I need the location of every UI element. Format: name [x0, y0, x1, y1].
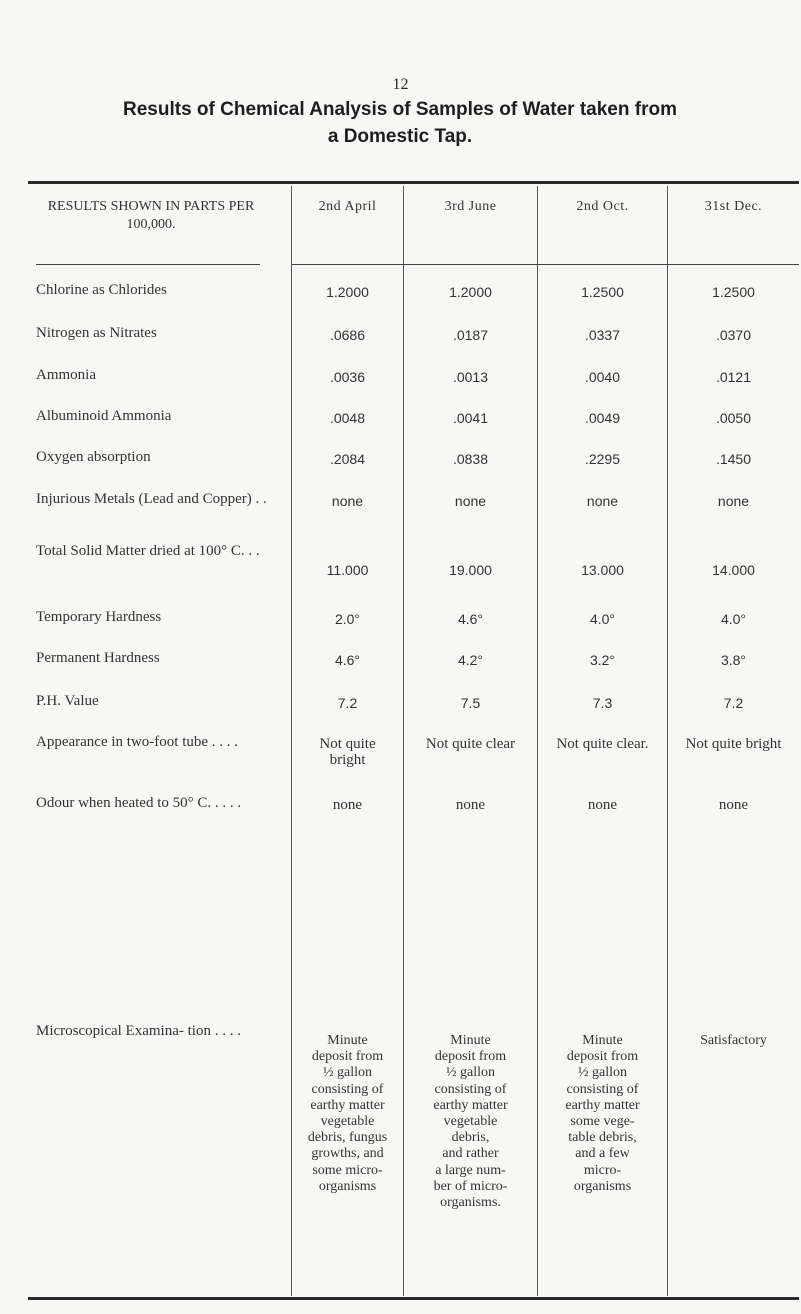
- row-label: Temporary Hardness: [36, 609, 162, 625]
- table-cell: .1450: [715, 451, 752, 467]
- table-bottom-rule: [28, 1297, 799, 1300]
- table-cell: .0049: [584, 410, 621, 426]
- table-cell: Minute deposit from ½ gallon consisting of earthy matter vegetable debris, and rather a large num- ber of micro- organisms.: [433, 1033, 508, 1211]
- table-cell: .0040: [584, 369, 621, 385]
- table-cell: Not quite bright: [685, 736, 782, 752]
- table-cell: none: [586, 493, 619, 509]
- table-cell: 7.5: [460, 695, 481, 711]
- table-cell: none: [455, 797, 486, 813]
- table-cell: none: [717, 493, 750, 509]
- table-cell: 3.2°: [589, 652, 616, 668]
- table-cell: none: [331, 493, 364, 509]
- table-cell: Not quite clear: [425, 736, 516, 752]
- table-cell: .2295: [584, 451, 621, 467]
- row-label: Microscopical Examina- tion . . . .: [36, 1023, 241, 1039]
- row-label: Total Solid Matter dried at 100° C. . .: [36, 543, 260, 559]
- table-cell: 1.2500: [712, 284, 755, 300]
- table-cell: 1.2500: [581, 284, 624, 300]
- table-top-rule: [28, 181, 799, 184]
- table-cell: Not quite bright: [319, 736, 376, 768]
- table-cell: 1.2000: [449, 284, 492, 300]
- row-label: Nitrogen as Nitrates: [36, 325, 157, 341]
- table-cell: none: [454, 493, 487, 509]
- table-cell: Satisfactory: [700, 1033, 767, 1048]
- header-rule-right: [292, 264, 799, 265]
- table-cell: .0036: [329, 369, 366, 385]
- table-cell: 3.8°: [720, 652, 747, 668]
- header-rule-left: [36, 264, 260, 265]
- row-label: Odour when heated to 50° C. . . . .: [36, 795, 242, 811]
- table-cell: 7.2: [337, 695, 358, 711]
- table-cell: 2.0°: [334, 611, 361, 627]
- table-cell: 19.000: [449, 562, 492, 578]
- table-cell: 7.3: [592, 695, 613, 711]
- row-label: Albuminoid Ammonia: [36, 408, 172, 424]
- header-col-dec: 31st Dec.: [704, 199, 763, 214]
- header-col-june: 3rd June: [444, 199, 497, 214]
- table-cell: 14.000: [712, 562, 755, 578]
- table-cell: 4.6°: [457, 611, 484, 627]
- title-line-2: a Domestic Tap.: [327, 126, 473, 147]
- row-label: Oxygen absorption: [36, 449, 151, 465]
- table-cell: .0337: [584, 327, 621, 343]
- table-cell: .0048: [329, 410, 366, 426]
- header-units: RESULTS SHOWN IN PARTS PER 100,000.: [47, 199, 255, 232]
- page-title: [40, 96, 760, 150]
- table-cell: none: [587, 797, 618, 813]
- table-cell: 7.2: [723, 695, 744, 711]
- header-col-oct: 2nd Oct.: [576, 199, 629, 214]
- row-label: Appearance in two-foot tube . . . .: [36, 734, 239, 750]
- table-cell: .0050: [715, 410, 752, 426]
- row-label: Permanent Hardness: [36, 650, 160, 666]
- table-cell: .0187: [452, 327, 489, 343]
- page-number: 12: [392, 76, 409, 93]
- row-label: Chlorine as Chlorides: [36, 282, 167, 298]
- row-label: Injurious Metals (Lead and Copper) . .: [36, 491, 267, 507]
- table-cell: 13.000: [581, 562, 624, 578]
- table-cell: Minute deposit from ½ gallon consisting of earthy matter vegetable debris, fungus growths, and some micro- organisms: [307, 1033, 388, 1194]
- table-cell: 1.2000: [326, 284, 369, 300]
- table-cell: .0013: [452, 369, 489, 385]
- header-col-april: 2nd April: [318, 199, 377, 214]
- table-cell: 4.0°: [589, 611, 616, 627]
- table-cell: none: [718, 797, 749, 813]
- table-cell: 4.2°: [457, 652, 484, 668]
- table-cell: .0370: [715, 327, 752, 343]
- table-cell: 4.6°: [334, 652, 361, 668]
- row-label: Ammonia: [36, 367, 96, 383]
- table-cell: Minute deposit from ½ gallon consisting of earthy matter some vege- table debris, and a few micro- organisms: [565, 1033, 640, 1194]
- table-cell: .0838: [452, 451, 489, 467]
- table-cell: .0041: [452, 410, 489, 426]
- row-label: P.H. Value: [36, 693, 99, 709]
- table-cell: .0121: [715, 369, 752, 385]
- table-cell: 4.0°: [720, 611, 747, 627]
- table-cell: 11.000: [326, 562, 369, 578]
- table-cell: .0686: [329, 327, 366, 343]
- table-cell: none: [332, 797, 363, 813]
- table-cell: .2084: [329, 451, 366, 467]
- table-cell: Not quite clear.: [556, 736, 649, 752]
- title-line-1: Results of Chemical Analysis of Samples of Water taken from: [123, 99, 677, 120]
